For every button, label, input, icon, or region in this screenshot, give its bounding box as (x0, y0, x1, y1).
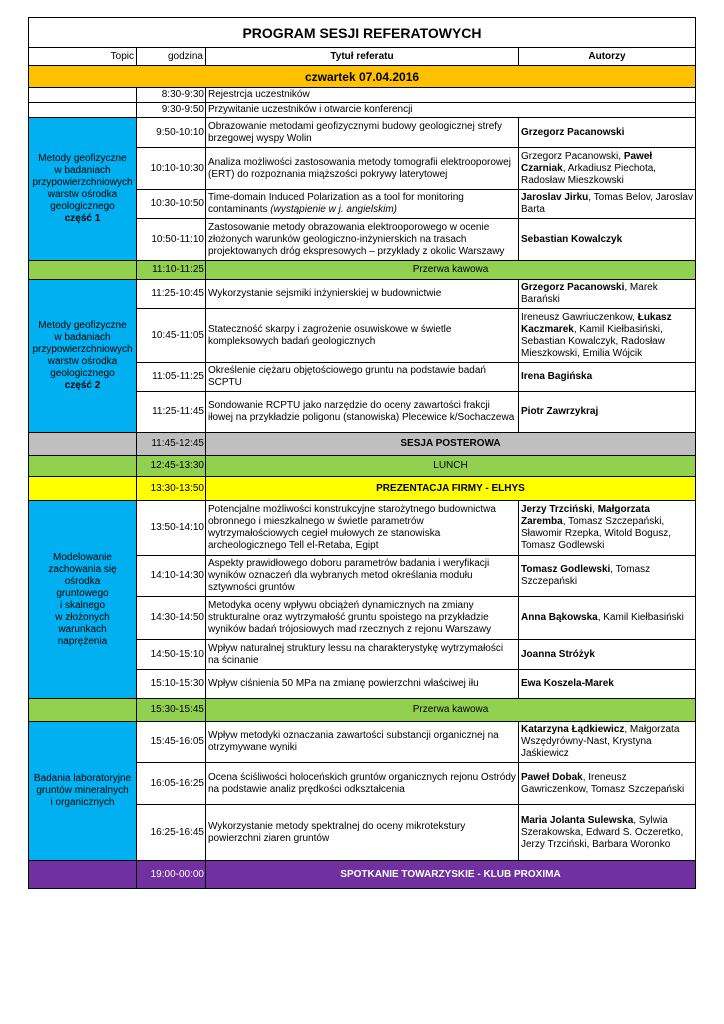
authors-cell: Grzegorz Pacanowski, Marek Barański (519, 280, 696, 309)
title-cell: Określenie ciężaru objętościowego gruntu na podstawie badań SCPTU (206, 363, 519, 392)
time-cell: 10:30-10:50 (137, 190, 206, 219)
time-cell: 13:50-14:10 (137, 501, 206, 556)
time-cell: 11:45-12:45 (137, 433, 206, 456)
schedule-row (29, 722, 696, 763)
authors-cell: Grzegorz Pacanowski (519, 118, 696, 148)
title-cell: Obrazowanie metodami geofizycznymi budowy geologicznej strefy brzegowej wyspy Wolin (206, 118, 519, 148)
time-cell: 19:00-00:00 (137, 861, 206, 889)
time-cell: 16:05-16:25 (137, 763, 206, 805)
schedule-row (29, 88, 696, 103)
time-cell: 10:10-10:30 (137, 148, 206, 190)
poster-label: SESJA POSTEROWA (206, 433, 696, 456)
authors-cell: Katarzyna Łądkiewicz, Małgorzata Wszędyrówny-Nast, Krystyna Jaśkiewicz (519, 722, 696, 763)
title-cell: Wpływ naturalnej struktury lessu na charakterystykę wytrzymałości na ścinanie (206, 640, 519, 670)
title-cell: Ocena ściśliwości holoceńskich gruntów organicznych rejonu Ostródy na podstawie analiz prędkości odkształcenia (206, 763, 519, 805)
schedule-row (29, 118, 696, 148)
firm-row (29, 477, 696, 501)
authors-cell: Grzegorz Pacanowski, Paweł Czarniak, Arkadiusz Piechota, Radosław Mieszkowski (519, 148, 696, 190)
time-cell: 8:30-9:30 (137, 88, 206, 103)
authors-cell: Anna Bąkowska, Kamil Kiełbasiński (519, 597, 696, 640)
title-cell: Wykorzystanie sejsmiki inżynierskiej w budownictwie (206, 280, 519, 309)
session-topic: Modelowanie zachowania się ośrodka gruntowego i skalnego w złożonych warunkach naprężenia (29, 501, 137, 699)
session-part: część 2 (64, 380, 101, 391)
authors-cell: Ewa Koszela-Marek (519, 670, 696, 699)
break-row (29, 261, 696, 280)
lunch-row (29, 456, 696, 477)
closing-row (29, 861, 696, 889)
authors-cell: Paweł Dobak, Ireneusz Gawriczenkow, Tomasz Szczepański (519, 763, 696, 805)
firm-label: PREZENTACJA FIRMY - ELHYS (206, 477, 696, 501)
time-cell: 13:30-13:50 (137, 477, 206, 501)
title-cell: Rejestrcja uczestników (206, 88, 696, 103)
authors-cell: Joanna Stróżyk (519, 640, 696, 670)
time-cell: 14:50-15:10 (137, 640, 206, 670)
title-cell: Aspekty prawidłowego doboru parametrów badania i weryfikacji wyników oznaczeń dla wybranych metod określania modułu sztywności gruntów (206, 556, 519, 597)
header-title: Tytuł referatu (206, 48, 519, 66)
time-cell: 9:30-9:50 (137, 103, 206, 118)
authors-cell: Jerzy Trzciński, Małgorzata Zaremba, Tomasz Szczepański, Sławomir Rzepka, Witold Bogusz, Tomasz Godlewski (519, 501, 696, 556)
title-cell: Potencjalne możliwości konstrukcyjne starożytnego budownictwa obronnego i mieszkalnego w świetle parametrów wytrzymałościowych cegieł mułowych ze stanowiska archeologicznego Tell el-Retaba, Egipt (206, 501, 519, 556)
title-cell: Sondowanie RCPTU jako narzędzie do oceny zawartości frakcji iłowej na przykładzie poligonu (stanowiska) Plecewice k/Sochaczewa (206, 392, 519, 433)
schedule-row (29, 103, 696, 118)
session-topic: Metody geofizyczne w badaniach przypowierzchniowych warstw ośrodka geologicznego część 1 (29, 118, 137, 261)
schedule-row (29, 501, 696, 556)
session-topic: Metody geofizyczne w badaniach przypowierzchniowych warstw ośrodka geologicznego część 2 (29, 280, 137, 433)
authors-cell: Sebastian Kowalczyk (519, 219, 696, 261)
session-topic: Badania laboratoryjne gruntów mineralnych i organicznych (29, 722, 137, 861)
time-cell: 11:05-11:25 (137, 363, 206, 392)
day-banner: czwartek 07.04.2016 (29, 66, 696, 88)
title-cell: Zastosowanie metody obrazowania elektrooporowego w ocenie złożonych warunków geologiczno-inżynierskich na trasach projektowanych dróg ekspresowych – przykłady z okolic Warszawy (206, 219, 519, 261)
authors-cell: Piotr Zawrzykraj (519, 392, 696, 433)
poster-row (29, 433, 696, 456)
authors-cell: Ireneusz Gawriuczenkow, Łukasz Kaczmarek, Kamil Kiełbasiński, Sebastian Kowalczyk, Radosław Mieszkowski, Emilia Wójcik (519, 309, 696, 363)
session-part: część 1 (64, 213, 101, 224)
title-cell: Time-domain Induced Polarization as a tool for monitoring contaminants (wystąpienie w j. angielskim) (206, 190, 519, 219)
break-label: Przerwa kawowa (206, 261, 696, 280)
authors-cell: Irena Bagińska (519, 363, 696, 392)
time-cell: 10:45-11:05 (137, 309, 206, 363)
authors-cell: Maria Jolanta Sulewska, Sylwia Szerakowska, Edward S. Oczeretko, Jerzy Trzciński, Barbara Woronko (519, 805, 696, 861)
title-cell: Wpływ metodyki oznaczania zawartości substancji organicznej na otrzymywane wyniki (206, 722, 519, 763)
lunch-label: LUNCH (206, 456, 696, 477)
time-cell: 9:50-10:10 (137, 118, 206, 148)
time-cell: 15:45-16:05 (137, 722, 206, 763)
title-cell: Stateczność skarpy i zagrożenie osuwiskowe w świetle kompleksowych badań geologicznych (206, 309, 519, 363)
schedule-row (29, 280, 696, 309)
time-cell: 12:45-13:30 (137, 456, 206, 477)
time-cell: 10:50-11:10 (137, 219, 206, 261)
title-cell: Metodyka oceny wpływu obciążeń dynamicznych na zmiany strukturalne oraz wytrzymałość gruntu spoistego na przykładzie wyników badań trójosiowych mad rzecznych z rejonu Warszawy (206, 597, 519, 640)
time-cell: 15:30-15:45 (137, 699, 206, 722)
time-cell: 11:25-10:45 (137, 280, 206, 309)
program-table (28, 17, 696, 889)
page-title: PROGRAM SESJI REFERATOWYCH (29, 18, 696, 48)
time-cell: 15:10-15:30 (137, 670, 206, 699)
header-time: godzina (137, 48, 206, 66)
time-cell: 11:25-11:45 (137, 392, 206, 433)
break-row (29, 699, 696, 722)
closing-label: SPOTKANIE TOWARZYSKIE - KLUB PROXIMA (206, 861, 696, 889)
header-topic: Topic (29, 48, 137, 66)
title-cell: Wpływ ciśnienia 50 MPa na zmianę powierzchni właściwej iłu (206, 670, 519, 699)
header-authors: Autorzy (519, 48, 696, 66)
break-label: Przerwa kawowa (206, 699, 696, 722)
time-cell: 16:25-16:45 (137, 805, 206, 861)
time-cell: 14:10-14:30 (137, 556, 206, 597)
title-cell: Przywitanie uczestników i otwarcie konferencji (206, 103, 696, 118)
time-cell: 14:30-14:50 (137, 597, 206, 640)
time-cell: 11:10-11:25 (137, 261, 206, 280)
header-row (29, 48, 696, 66)
authors-cell: Tomasz Godlewski, Tomasz Szczepański (519, 556, 696, 597)
title-cell: Analiza możliwości zastosowania metody tomografii elektrooporowej (ERT) do rozpoznania miąższości pokrywy laterytowej (206, 148, 519, 190)
authors-cell: Jaroslav Jirku, Tomas Belov, Jaroslav Barta (519, 190, 696, 219)
title-cell: Wykorzystanie metody spektralnej do oceny mikrotekstury powierzchni ziaren gruntów (206, 805, 519, 861)
